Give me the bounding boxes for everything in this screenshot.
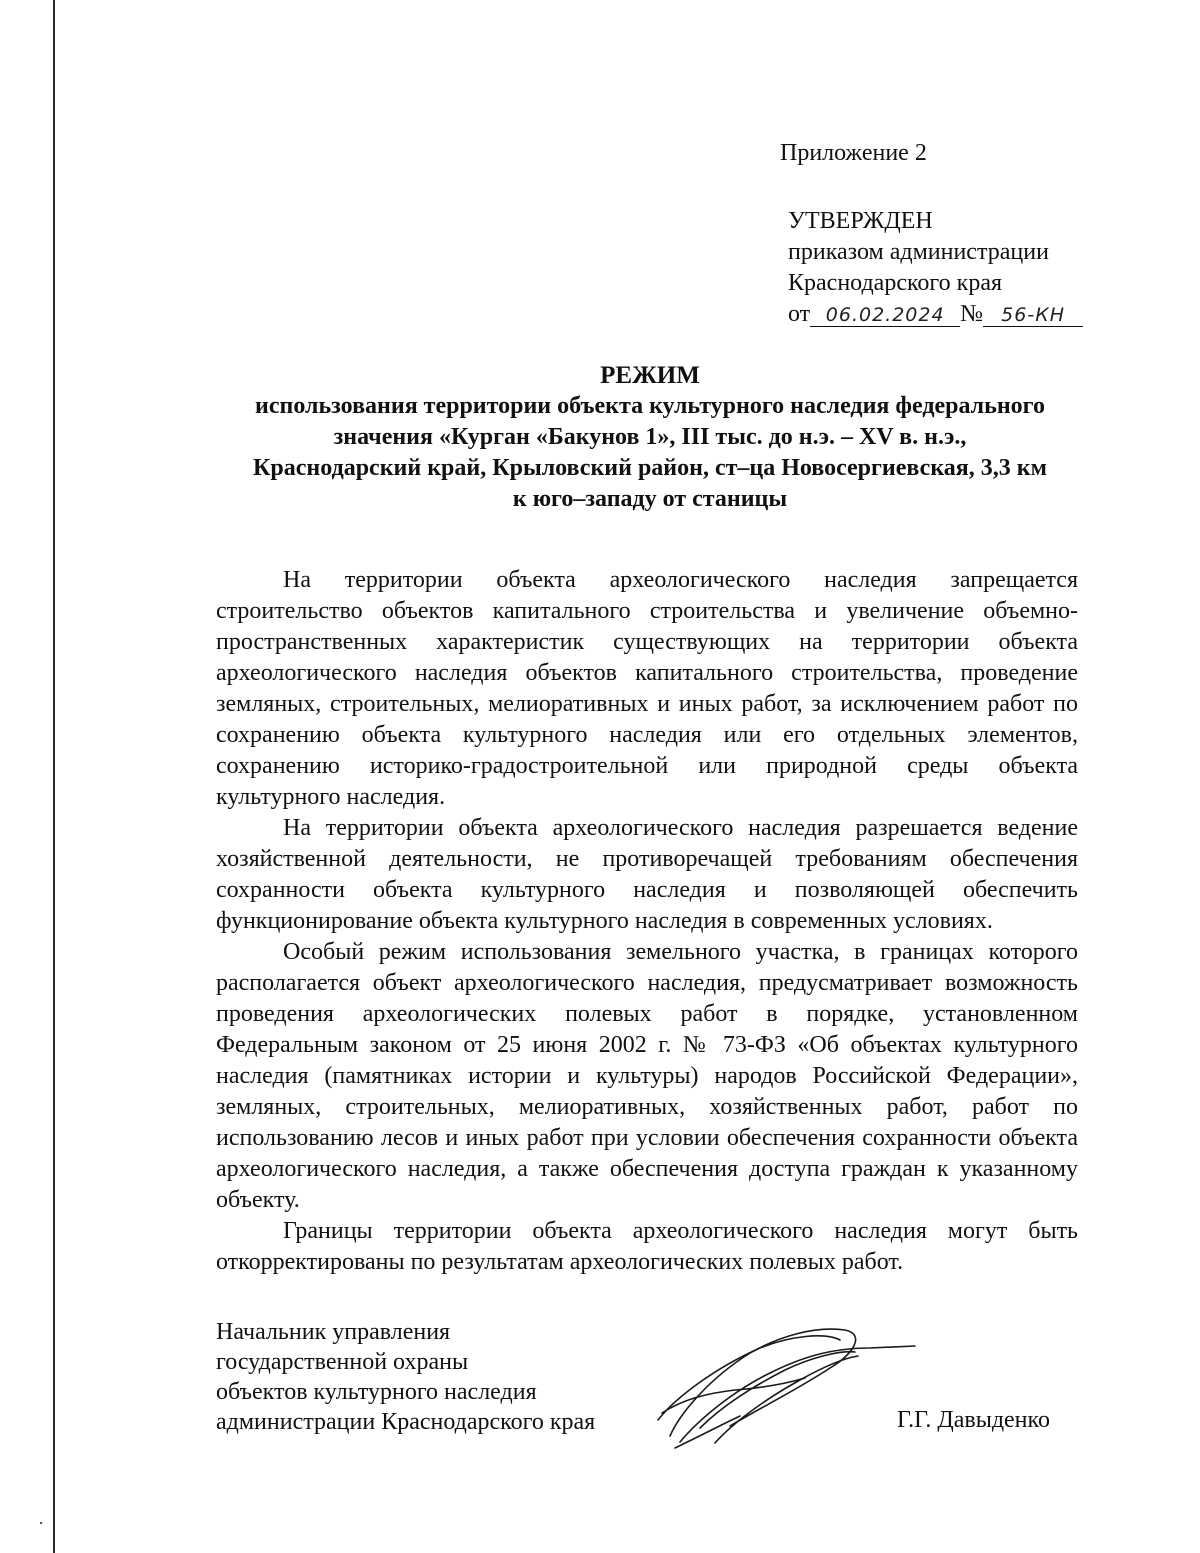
scan-speck (40, 1522, 42, 1524)
position-line-3: объектов культурного наследия (216, 1379, 537, 1405)
document-heading (190, 360, 1110, 515)
handwritten-date: 06.02.2024 (810, 304, 960, 327)
scan-edge-line (53, 0, 55, 1553)
handwritten-signature (640, 1318, 920, 1458)
approval-title: УТВЕРЖДЕН (788, 208, 933, 234)
approval-date-line (788, 299, 1083, 330)
position-line-4: администрации Краснодарского края (216, 1409, 596, 1435)
paragraph-4: Границы территории объекта археологического наследия могут быть откорректированы по результатам археологических полевых работ. (216, 1218, 1078, 1275)
heading-line-2: значения «Курган «Бакунов 1», III тыс. до н.э. – XV в. н.э., (333, 424, 967, 450)
heading-title: РЕЖИМ (600, 362, 700, 389)
document-body (216, 565, 1078, 1278)
paragraph-1: На территории объекта археологического наследия запрещается строительство объектов капитального строительства и увеличение объемно-пространственных характеристик существующих на территории объекта археологического наследия объектов капитального строительства, проведение земляных, строительных, мелиоративных и иных работ, за исключением работ по сохранению объекта культурного наследия или его отдельных элементов, сохранению историко-градостроительной или природной среды объекта культурного наследия. (216, 567, 1078, 810)
heading-line-3: Краснодарский край, Крыловский район, ст–ца Новосергиевская, 3,3 км (253, 455, 1047, 481)
heading-line-1: использования территории объекта культурного наследия федерального (255, 393, 1045, 419)
paragraph-2: На территории объекта археологического наследия разрешается ведение хозяйственной деятельности, не противоречащей требованиям обеспечения сохранности объекта культурного наследия и позволяющей обеспечить функционирование объекта культурного наследия в современных условиях. (216, 815, 1078, 934)
number-prefix: № (960, 301, 984, 327)
position-line-2: государственной охраны (216, 1349, 469, 1375)
signatory-position (216, 1317, 595, 1437)
handwritten-number: 56-КН (983, 304, 1083, 327)
signer-name: Г.Г. Давыденко (897, 1407, 1050, 1433)
approval-line-1: приказом администрации (788, 239, 1049, 265)
approval-line-2: Краснодарского края (788, 270, 1003, 296)
heading-line-4: к юго–западу от станицы (512, 486, 788, 512)
appendix-label: Приложение 2 (780, 140, 927, 166)
paragraph-3: Особый режим использования земельного участка, в границах которого располагается объект археологического наследия, предусматривает возможность проведения археологических полевых работ в порядке, установленном Федеральным законом от 25 июня 2002 г. № 73-ФЗ «Об объектах культурного наследия (памятниках истории и культуры) народов Российской Федерации», земляных, строительных, мелиоративных, хозяйственных работ, работ по использованию лесов и иных работ при условии обеспечения сохранности объекта археологического наследия, а также обеспечения доступа граждан к указанному объекту. (216, 939, 1078, 1213)
position-line-1: Начальник управления (216, 1319, 451, 1345)
approval-stamp (788, 206, 1083, 330)
date-prefix: от (788, 301, 811, 327)
